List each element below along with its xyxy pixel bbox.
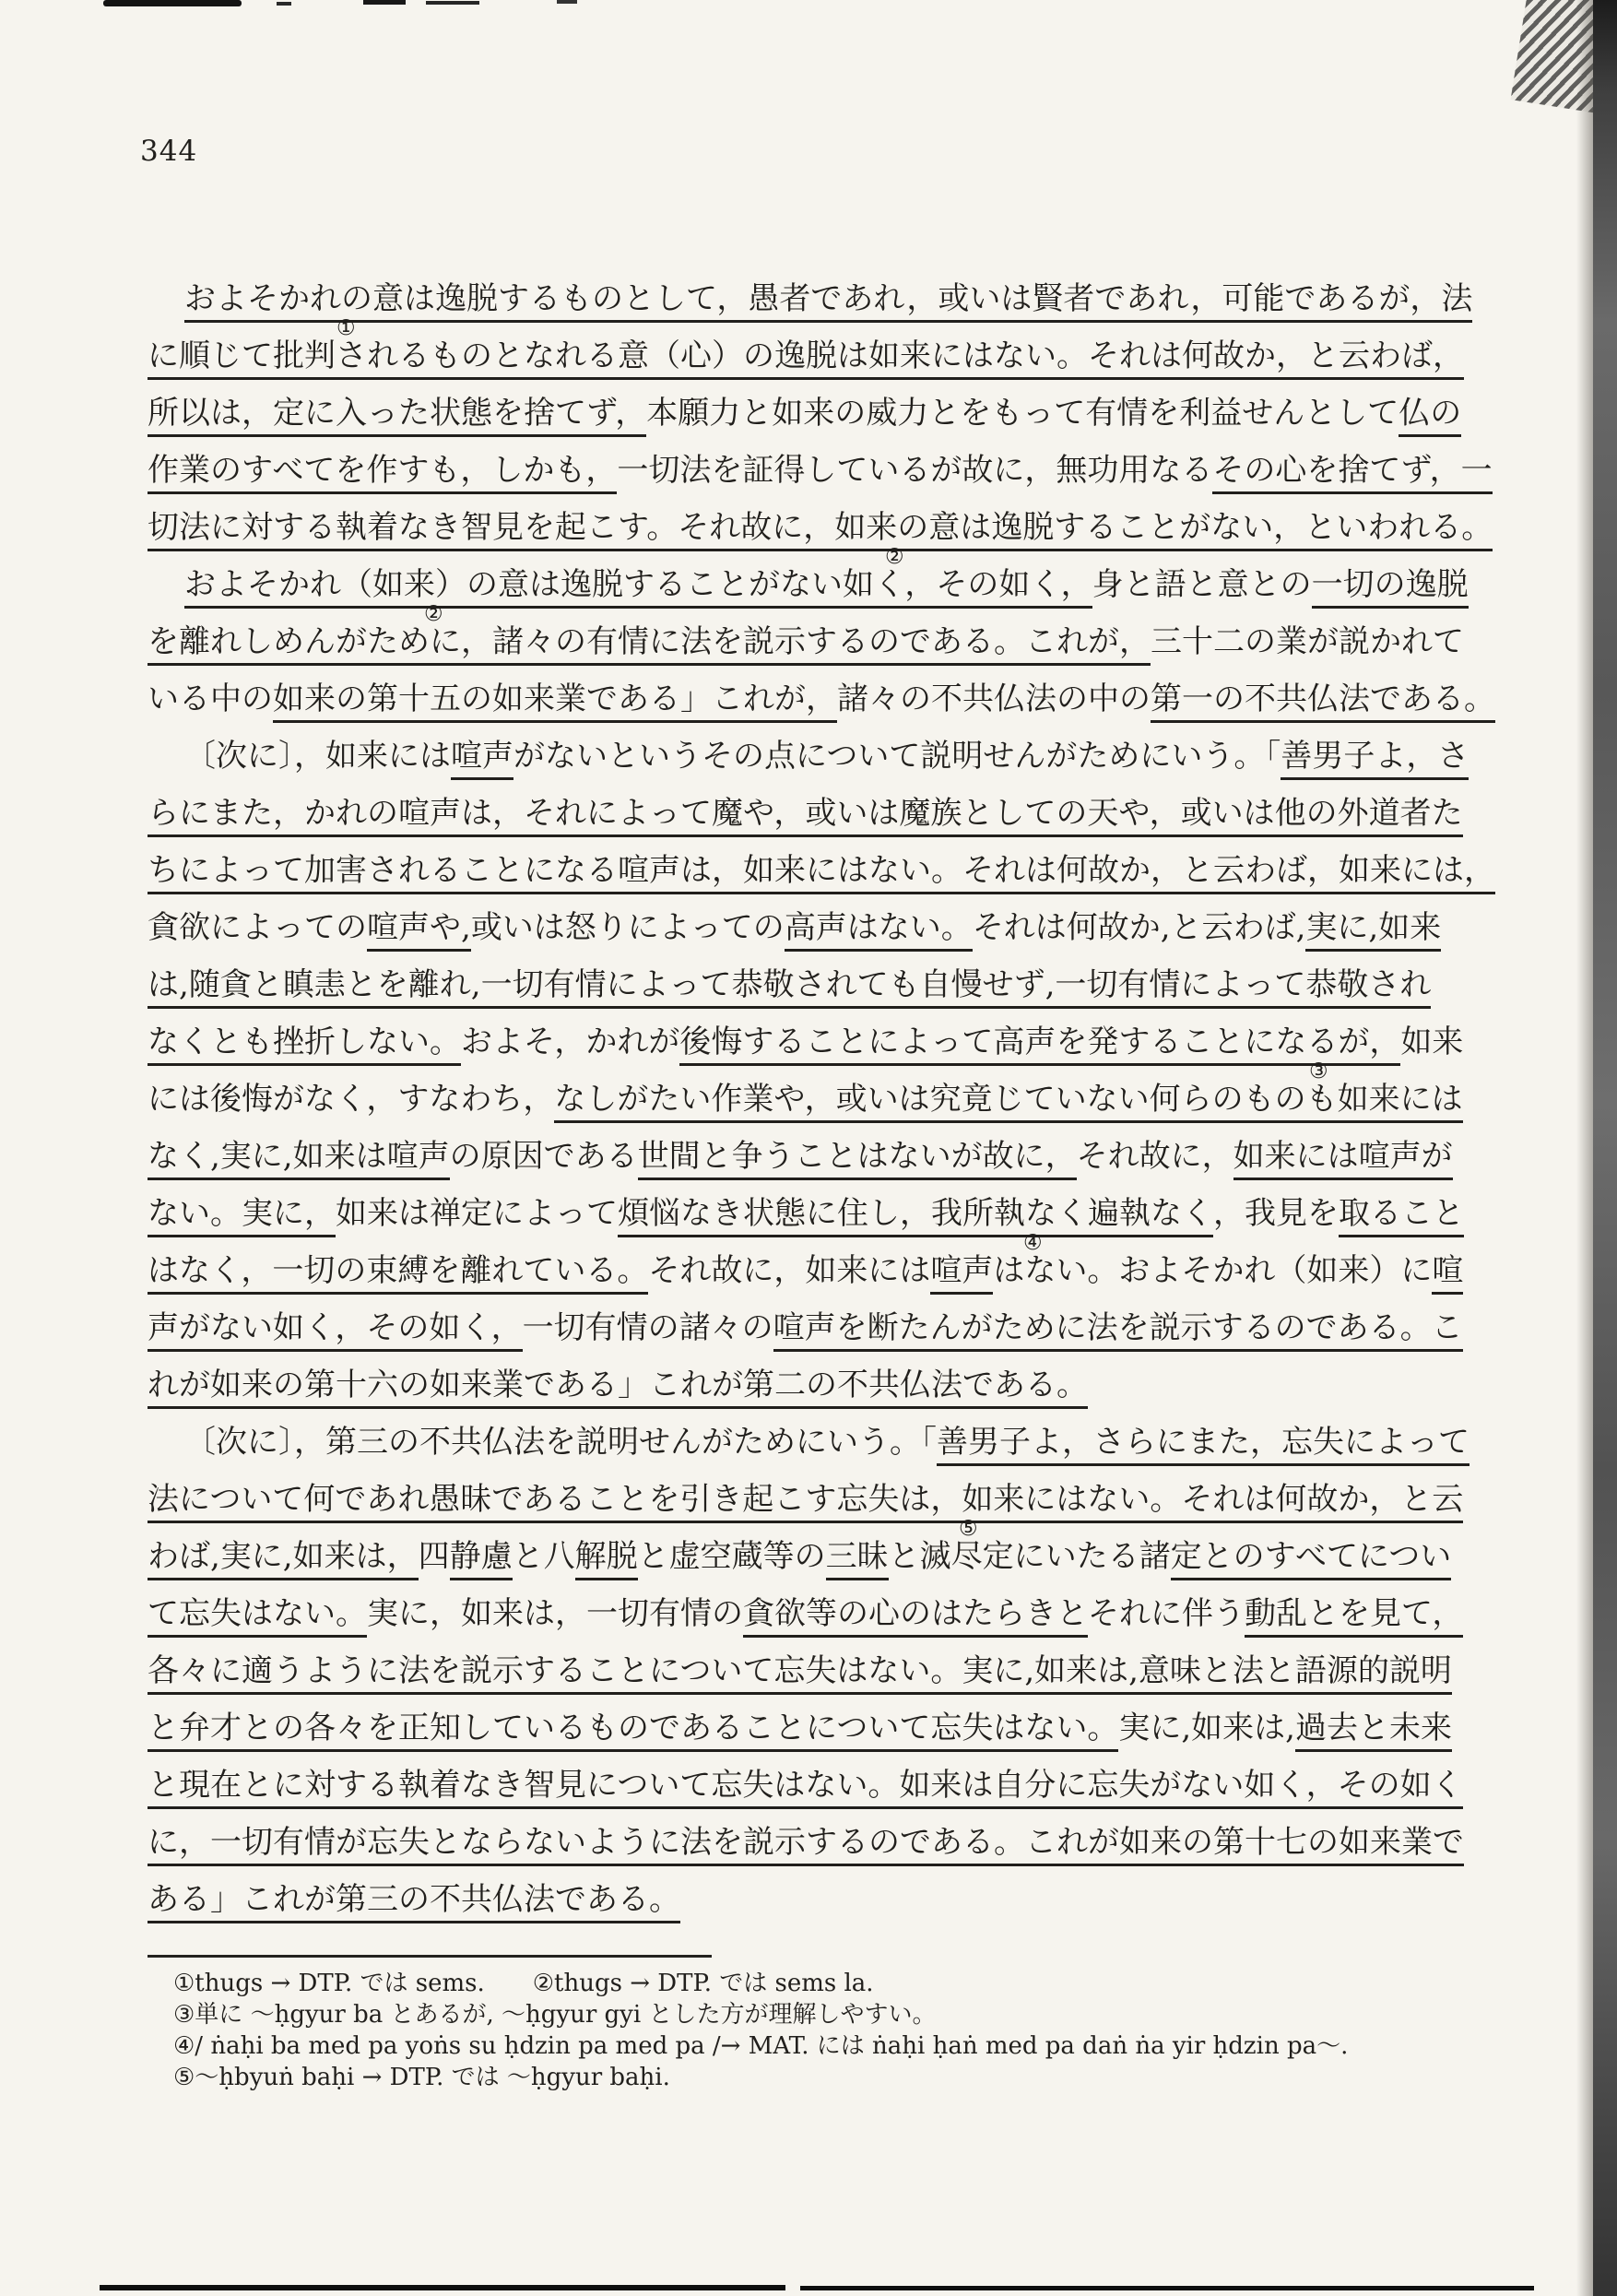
text-run: 如来は禅定によって <box>336 1195 618 1232</box>
text-run: 貪欲によっての <box>148 909 367 946</box>
text-line <box>148 1359 1536 1416</box>
text-line <box>148 1130 1536 1188</box>
underlined-text-run: らにまた，かれの喧声は，それによって魔や，或いは魔族としての天や，或いは他の外道者た <box>148 795 1463 837</box>
underlined-text-run: 喧声 <box>451 738 513 780</box>
text-run: がないというその点について説明せんがためにいう。「 <box>513 738 1281 775</box>
page-number: 344 <box>140 135 198 168</box>
text-line <box>148 1531 1536 1588</box>
text-line <box>148 502 1536 569</box>
scan-smudge <box>277 2 291 6</box>
text-line <box>148 330 1536 387</box>
text-line <box>148 1473 1536 1541</box>
text-line <box>148 673 1536 730</box>
underlined-text-run: 作業のすべてを作すも，しかも， <box>148 452 617 494</box>
text-line <box>148 1759 1536 1817</box>
footnote-line: ③単に ～ḥgyur ba とあるが, ～ḥgyur gyi とした方が理解しやすい。 <box>173 2001 937 2029</box>
underlined-text-run: ある」これが第三の不共仏法である。 <box>148 1881 680 1923</box>
underlined-text-run: 善男子よ，さらにまた，忘失によって <box>937 1424 1469 1466</box>
underlined-text-run: 高声はない。 <box>785 909 973 952</box>
text-line <box>148 959 1536 1016</box>
text-run: 一切有情の諸々の <box>522 1309 773 1346</box>
underlined-text-run: 一切の逸脱 <box>1312 566 1469 609</box>
scan-bottom-bar <box>800 2286 1534 2290</box>
scan-bottom-bar <box>100 2285 785 2290</box>
text-run: 〔次に〕，如来には <box>184 738 451 775</box>
underlined-text-run: 喧声 <box>930 1252 993 1295</box>
scan-edge-feather <box>1576 0 1593 2296</box>
underlined-text-run: 仏の <box>1399 395 1461 437</box>
text-line <box>148 1702 1536 1759</box>
text-run: いる中の <box>148 681 273 717</box>
text-run: の原因である <box>449 1138 638 1175</box>
underlined-text-run: 如来には喧声が <box>1233 1138 1453 1180</box>
text-run: 実に,如来は, <box>1118 1710 1295 1746</box>
underlined-text-run: と現在とに対する執着なき智見について忘失はない。如来は自分に忘失がない如く，その如く <box>148 1767 1463 1809</box>
underlined-text-run: 解脱 <box>575 1538 638 1580</box>
text-run: およそ，かれが <box>461 1024 680 1060</box>
text-run: と八 <box>512 1538 575 1575</box>
underlined-text-run: 貪欲等の心のはたらきと <box>743 1595 1088 1638</box>
text-line <box>148 616 1536 673</box>
underlined-text-run: れが如来の第十六の如来業である」これが第二の不共仏法である。 <box>148 1367 1088 1409</box>
underlined-text-run: 切法に対する執着なき智見を起こす。それ故に，如来の意は逸脱することがない，といわれる。 <box>148 509 1493 551</box>
text-run: 実に，如来は，一切有情の <box>367 1595 743 1632</box>
underlined-text-run: はなく，一切の束縛を離れている。 <box>148 1252 648 1295</box>
underlined-text-run: 喧声や, <box>367 909 471 952</box>
text-run: それ故に， <box>1076 1138 1233 1175</box>
text-line <box>148 1188 1536 1255</box>
underlined-text-run: 実に,如来 <box>1305 909 1441 952</box>
underlined-text-run: 法について何であれ愚昧であることを引き起こす忘失は，如来にはない。それは何故か，と云 <box>148 1481 1463 1523</box>
underlined-text-run: 各々に適うように法を説示することについて忘失はない。実に,如来は,意味と法と語源的説明 <box>148 1652 1452 1695</box>
scan-smudge <box>557 0 577 4</box>
underlined-text-run: 動乱とを見て， <box>1245 1595 1463 1638</box>
underlined-text-run: 所以は，定に入った状態を捨てず， <box>148 395 646 437</box>
text-line <box>148 1588 1536 1645</box>
underlined-text-run: なくとも挫折しない。 <box>148 1024 461 1066</box>
scan-smudge <box>426 1 479 5</box>
text-line <box>148 1416 1536 1473</box>
underlined-text-run: 善男子よ，さ <box>1281 738 1469 780</box>
underlined-text-run: に，一切有情が忘失とならないように法を説示するのである。これが如来の第十七の如来業で <box>148 1824 1464 1866</box>
underlined-text-run: 世間と争うことはないが故に， <box>638 1138 1077 1180</box>
text-run: と滅尽定にいたる諸 <box>888 1538 1171 1575</box>
underlined-text-run: およそかれ（如来）の意は逸脱することがない如く，その如く， <box>184 566 1092 609</box>
scan-smudge <box>363 0 406 5</box>
text-run: 四 <box>418 1538 450 1575</box>
footnote-line: ④/ ṅaḥi ba med pa yoṅs su ḥdzin pa med pa /→ MAT. には ṅaḥi ḥaṅ med pa daṅ ṅa yir ḥdzin pa～. <box>173 2032 1349 2060</box>
underlined-text-run: 静慮 <box>450 1538 513 1580</box>
text-run: それに伴う <box>1088 1595 1245 1632</box>
underlined-text-run: て忘失はない。 <box>148 1595 367 1638</box>
text-line <box>148 1645 1536 1702</box>
footnote-marker: ① <box>336 316 356 340</box>
underlined-text-run: 如来の第十五の如来業である」これが， <box>273 681 837 723</box>
footnote-line: ⑤～ḥbyuṅ baḥi → DTP. では ～ḥgyur baḥi. <box>173 2064 670 2091</box>
footnote-line: ①thugs → DTP. では sems. ②thugs → DTP. では sems la. <box>173 1970 874 1997</box>
text-run: 諸々の不共仏法の中の <box>837 681 1151 717</box>
underlined-text-run: ちによって加害されることになる喧声は，如来にはない。それは何故か，と云わば，如来には， <box>148 852 1495 894</box>
scan-edge-shadow <box>1593 0 1617 2296</box>
underlined-text-run: その心を捨てず，一 <box>1212 452 1492 494</box>
underlined-text-run: 三昧 <box>826 1538 889 1580</box>
underlined-text-run: わば,実に,如来は， <box>148 1538 419 1580</box>
text-run: それは何故か,と云わば, <box>972 909 1306 946</box>
text-run: 三十二の業が説かれて <box>1151 623 1464 660</box>
text-run: 如来 <box>1400 1024 1464 1060</box>
text-line <box>148 730 1536 787</box>
text-line <box>148 1302 1536 1359</box>
underlined-text-run: およそかれの意は逸脱するものとして，愚者であれ，或いは賢者であれ，可能であるが，法 <box>184 280 1472 323</box>
underlined-text-run: 声がない如く，その如く， <box>148 1309 523 1352</box>
text-line <box>148 1073 1536 1130</box>
text-line <box>148 1874 1536 1931</box>
text-line <box>148 787 1536 845</box>
underlined-text-run: を離れしめんがために，諸々の有情に法を説示するのである。これが， <box>148 623 1151 666</box>
underlined-text-run: なく,実に,如来は喧声 <box>148 1138 450 1180</box>
underlined-text-run: 第一の不共仏法である。 <box>1151 681 1495 723</box>
footnote-marker: ④ <box>1023 1231 1043 1255</box>
text-line <box>148 845 1536 902</box>
text-line <box>148 387 1536 444</box>
footnote-marker: ② <box>885 545 904 569</box>
underlined-text-run: なしがたい作業や，或いは究竟じていない何らのものも如来には <box>554 1081 1462 1123</box>
text-line <box>148 1817 1536 1874</box>
underlined-text-run: 後悔することによって高声を発することになるが， <box>679 1024 1400 1066</box>
underlined-text-run: に順じて批判されるものとなれる意（心）の逸脱は如来にはない。それは何故か，と云わば， <box>148 337 1464 380</box>
footnote-marker: ③ <box>1309 1059 1328 1083</box>
underlined-text-run: 取ること <box>1339 1195 1464 1237</box>
text-run: と虚空蔵等の <box>637 1538 826 1575</box>
underlined-text-run: は,随貪と瞋恚とを離れ,一切有情によって恭敬されても自慢せず,一切有情によって恭敬され <box>148 966 1431 1009</box>
text-line <box>148 902 1536 959</box>
underlined-text-run: 煩悩なき状態に住し，我所執なく遍執なく <box>618 1195 1213 1237</box>
body-text-block <box>148 273 1536 1931</box>
underlined-text-run: 過去と未来 <box>1295 1710 1452 1752</box>
text-run: には後悔がなく，すなわち， <box>148 1081 555 1118</box>
footnotes-block <box>155 1968 1519 2093</box>
text-run: 〔次に〕，第三の不共仏法を説明せんがためにいう。「 <box>184 1424 937 1461</box>
text-run: 一切法を証得しているが故に，無功用なる <box>617 452 1213 489</box>
text-run: 本願力と如来の威力とをもって有情を利益せんとして <box>646 395 1399 432</box>
underlined-text-run: ない。実に， <box>148 1195 336 1237</box>
scan-smudge <box>103 0 242 6</box>
underlined-text-run: 喧声を断たんがために法を説示するのである。こ <box>773 1309 1463 1352</box>
text-line <box>148 1245 1536 1302</box>
text-run: それ故に，如来には <box>648 1252 931 1289</box>
text-line <box>148 273 1536 340</box>
text-run: 身と語と意との <box>1092 566 1312 603</box>
text-line <box>148 559 1536 626</box>
footnote-separator-rule <box>148 1955 712 1958</box>
footnote-marker: ② <box>424 602 443 626</box>
text-line <box>148 444 1536 502</box>
underlined-text-run: と弁才との各々を正知しているものであることについて忘失はない。 <box>148 1710 1118 1752</box>
text-run: 或いは怒りによっての <box>470 909 785 946</box>
underlined-text-run: 定とのすべてについ <box>1171 1538 1452 1580</box>
underlined-text-run: 喧 <box>1432 1252 1463 1295</box>
text-run: はない。およそかれ（如来）に <box>993 1252 1433 1289</box>
text-line <box>148 1016 1536 1083</box>
text-run: ，我見を <box>1213 1195 1339 1232</box>
footnote-marker: ⑤ <box>959 1517 978 1541</box>
